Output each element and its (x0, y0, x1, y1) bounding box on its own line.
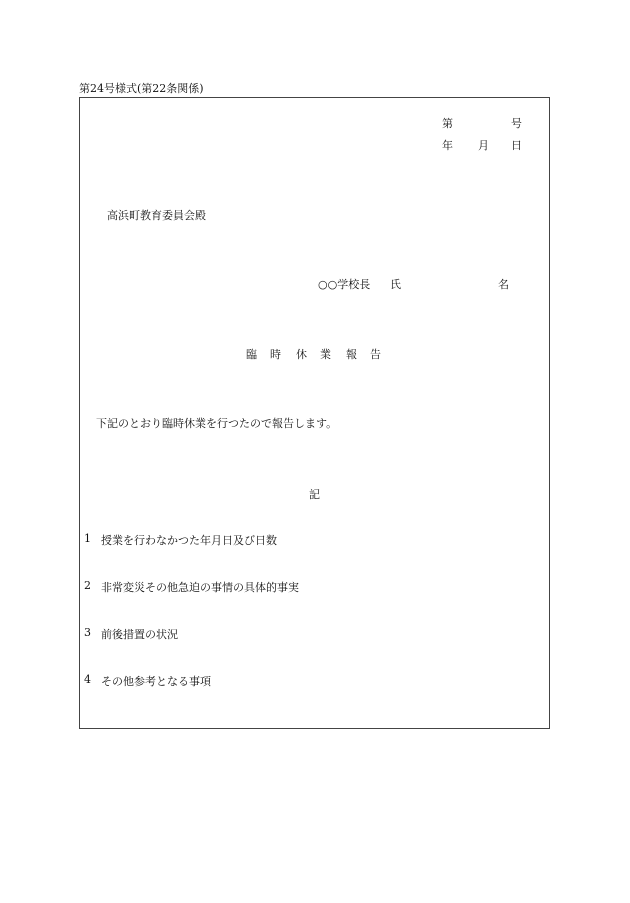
item-number: 3 (84, 626, 91, 639)
date-month: 月 (478, 139, 489, 152)
item-text: 授業を行わなかつた年月日及び日数 (101, 534, 277, 547)
title-char-5: 報 (346, 348, 357, 361)
title-char-6: 告 (370, 348, 381, 361)
title-char-4: 業 (320, 348, 331, 361)
doc-number-prefix: 第 (442, 117, 453, 130)
date-day: 日 (511, 139, 522, 152)
doc-number-suffix: 号 (511, 117, 522, 130)
title-char-1: 臨 (246, 348, 257, 361)
addressee: 高浜町教育委員会殿 (107, 209, 206, 222)
item-text: その他参考となる事項 (101, 675, 211, 688)
body-text: 下記のとおり臨時休業を行つたので報告します。 (96, 417, 338, 430)
item-text: 非常変災その他急迫の事情の具体的事実 (101, 581, 299, 594)
sender-name-right: 名 (498, 278, 509, 291)
form-number-label: 第24号様式(第22条関係) (79, 82, 204, 95)
ki-label: 記 (309, 488, 320, 501)
date-year: 年 (442, 139, 453, 152)
title-char-2: 時 (270, 348, 281, 361)
item-number: 4 (84, 673, 91, 686)
item-number: 1 (84, 532, 91, 545)
sender-title: ○○学校長 (318, 278, 371, 291)
item-number: 2 (84, 579, 91, 592)
title-char-3: 休 (296, 348, 307, 361)
item-text: 前後措置の状況 (101, 628, 178, 641)
sender-name-left: 氏 (390, 278, 401, 291)
